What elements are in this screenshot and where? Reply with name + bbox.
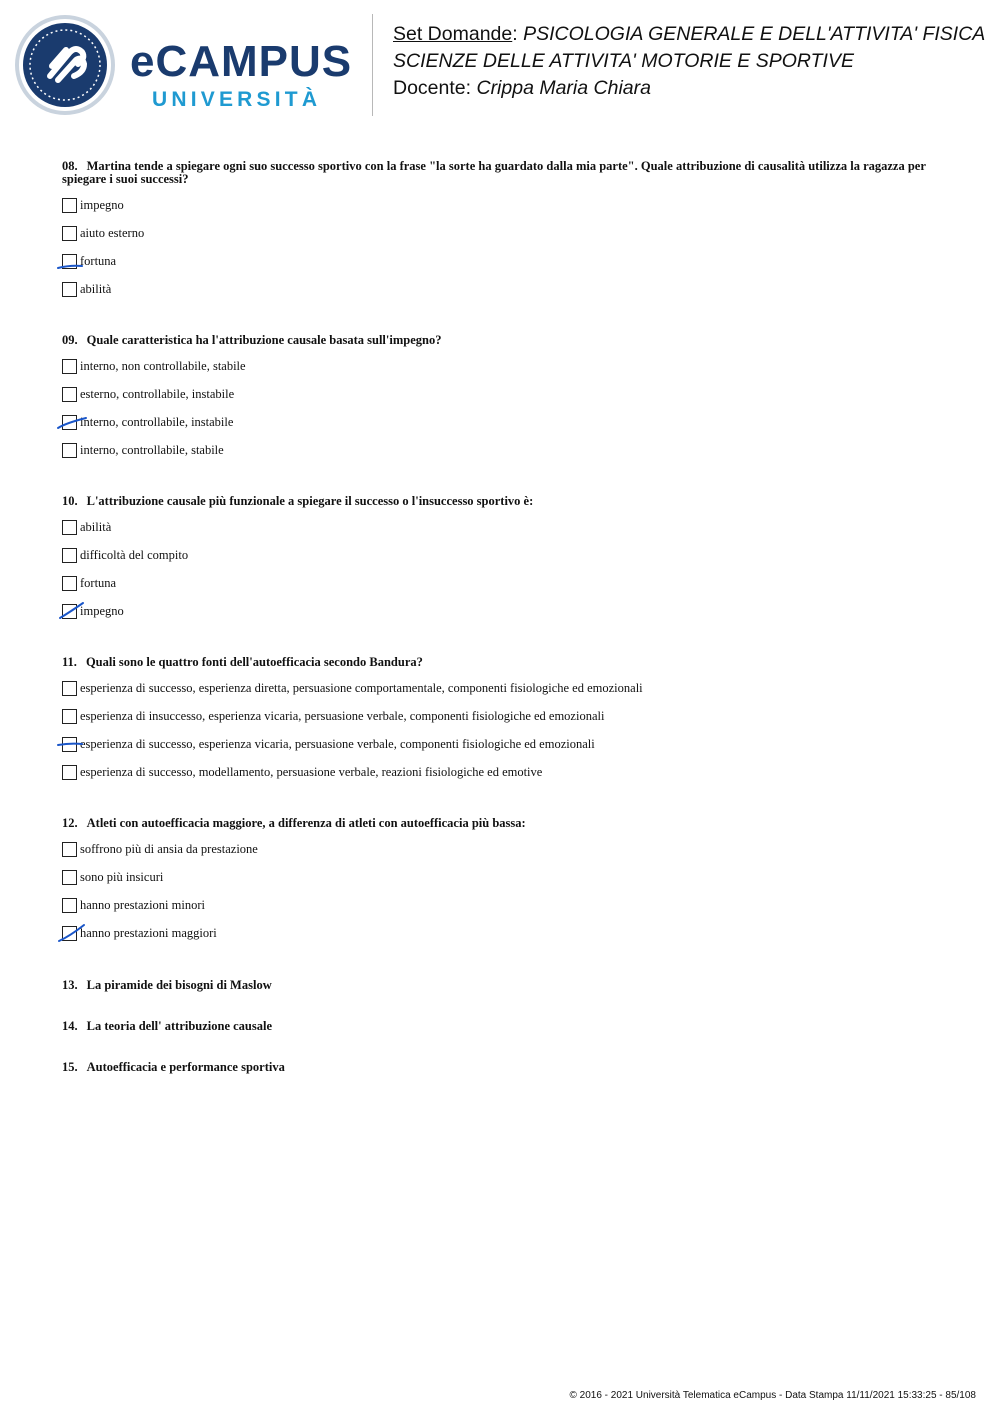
answer-checkbox[interactable] bbox=[62, 443, 77, 458]
answer-label: abilità bbox=[80, 282, 112, 296]
question-text: 11. Quali sono le quattro fonti dell'autoefficacia secondo Bandura? bbox=[62, 655, 423, 669]
question-text: 08. Martina tende a spiegare ogni suo successo sportivo con la frase "la sorte ha guardato dalla mia parte". Quale attribuzione di causalità utilizza la ragazza per spiegare i suoi successi? bbox=[62, 159, 926, 186]
answer-label: fortuna bbox=[80, 576, 117, 590]
answer-checkbox[interactable] bbox=[62, 548, 77, 563]
question-08 bbox=[62, 160, 942, 310]
answer-checkbox[interactable] bbox=[62, 226, 77, 241]
question-12 bbox=[62, 817, 942, 954]
answer-option[interactable] bbox=[62, 604, 942, 632]
header-line-teacher: Docente: Crippa Maria Chiara bbox=[393, 77, 651, 99]
pen-check-mark bbox=[56, 598, 92, 626]
teacher-name: Crippa Maria Chiara bbox=[476, 77, 651, 99]
answer-label: fortuna bbox=[80, 254, 117, 268]
open-question-15: 15. Autoefficacia e performance sportiva bbox=[62, 1060, 285, 1074]
pen-check-mark bbox=[56, 920, 92, 948]
course-subtitle: SCIENZE DELLE ATTIVITA' MOTORIE E SPORTIVE bbox=[393, 50, 854, 72]
answer-option[interactable] bbox=[62, 254, 942, 282]
answer-label: interno, non controllabile, stabile bbox=[80, 359, 246, 373]
answer-option[interactable] bbox=[62, 681, 942, 709]
answer-option[interactable] bbox=[62, 737, 942, 765]
answer-label: abilità bbox=[80, 520, 112, 534]
question-10 bbox=[62, 495, 942, 632]
question-text: 10. L'attribuzione causale più funzionale a spiegare il successo o l'insuccesso sportivo è: bbox=[62, 494, 534, 508]
answer-option[interactable] bbox=[62, 576, 942, 604]
answer-option[interactable] bbox=[62, 520, 942, 548]
answer-label: interno, controllabile, instabile bbox=[80, 415, 234, 429]
answer-label: aiuto esterno bbox=[80, 226, 145, 240]
question-09 bbox=[62, 334, 942, 471]
answer-option[interactable] bbox=[62, 443, 942, 471]
answer-label: impegno bbox=[80, 604, 124, 618]
answer-checkbox[interactable] bbox=[62, 681, 77, 696]
answer-label: hanno prestazioni minori bbox=[80, 898, 205, 912]
question-11 bbox=[62, 656, 942, 793]
answer-option[interactable] bbox=[62, 709, 942, 737]
document-header bbox=[393, 21, 993, 102]
answer-option[interactable] bbox=[62, 387, 942, 415]
question-list bbox=[62, 160, 942, 1101]
answer-option[interactable] bbox=[62, 359, 942, 387]
answer-option[interactable] bbox=[62, 765, 942, 793]
header-divider bbox=[372, 14, 373, 116]
answer-label: difficoltà del compito bbox=[80, 548, 189, 562]
pen-underline-mark bbox=[56, 248, 92, 276]
answer-label: esperienza di insuccesso, esperienza vicaria, persuasione verbale, componenti fisiologiche ed emozionali bbox=[80, 709, 605, 723]
answer-option[interactable] bbox=[62, 226, 942, 254]
answer-checkbox[interactable] bbox=[62, 898, 77, 913]
answer-option[interactable] bbox=[62, 548, 942, 576]
answer-label: esperienza di successo, modellamento, persuasione verbale, reazioni fisiologiche ed emotive bbox=[80, 765, 543, 779]
ecampus-wordmark-logo bbox=[130, 37, 353, 112]
logo-sub-text: UNIVERSITÀ bbox=[152, 88, 322, 111]
answer-label: hanno prestazioni maggiori bbox=[80, 926, 217, 940]
answer-checkbox[interactable] bbox=[62, 387, 77, 402]
answer-label: impegno bbox=[80, 198, 124, 212]
answer-option[interactable] bbox=[62, 898, 942, 926]
question-text: 12. Atleti con autoefficacia maggiore, a differenza di atleti con autoefficacia più bassa: bbox=[62, 816, 526, 830]
answer-option[interactable] bbox=[62, 415, 942, 443]
header-line-course: Set Domande: PSICOLOGIA GENERALE E DELL'ATTIVITA' FISICA bbox=[393, 23, 986, 45]
answer-option[interactable] bbox=[62, 842, 942, 870]
answer-label: interno, controllabile, stabile bbox=[80, 443, 224, 457]
answer-option[interactable] bbox=[62, 282, 942, 310]
answer-checkbox[interactable] bbox=[62, 870, 77, 885]
answer-checkbox[interactable] bbox=[62, 842, 77, 857]
answer-label: esperienza di successo, esperienza diretta, persuasione comportamentale, componenti fisiologiche ed emozionali bbox=[80, 681, 643, 695]
ecampus-emblem-logo bbox=[14, 14, 116, 116]
answer-option[interactable] bbox=[62, 198, 942, 226]
question-text: 09. Quale caratteristica ha l'attribuzione causale basata sull'impegno? bbox=[62, 333, 442, 347]
page-footer: © 2016 - 2021 Università Telematica eCampus - Data Stampa 11/11/2021 15:33:25 - 85/108 bbox=[569, 1390, 976, 1401]
answer-checkbox[interactable] bbox=[62, 576, 77, 591]
set-label: Set Domande bbox=[393, 23, 513, 45]
open-question-13: 13. La piramide dei bisogni di Maslow bbox=[62, 978, 272, 992]
answer-checkbox[interactable] bbox=[62, 709, 77, 724]
pen-check-mark bbox=[56, 409, 92, 437]
answer-label: esterno, controllabile, instabile bbox=[80, 387, 235, 401]
answer-label: esperienza di successo, esperienza vicaria, persuasione verbale, componenti fisiologiche ed emozionali bbox=[80, 737, 595, 751]
answer-option[interactable] bbox=[62, 926, 942, 954]
answer-checkbox[interactable] bbox=[62, 198, 77, 213]
logo-main-text: eCAMPUS bbox=[130, 37, 353, 86]
answer-checkbox[interactable] bbox=[62, 520, 77, 535]
open-question-14: 14. La teoria dell' attribuzione causale bbox=[62, 1019, 273, 1033]
teacher-label: Docente bbox=[393, 77, 466, 99]
answer-label: soffrono più di ansia da prestazione bbox=[80, 842, 258, 856]
answer-checkbox[interactable] bbox=[62, 282, 77, 297]
answer-checkbox[interactable] bbox=[62, 765, 77, 780]
answer-label: sono più insicuri bbox=[80, 870, 164, 884]
answer-option[interactable] bbox=[62, 870, 942, 898]
course-title: PSICOLOGIA GENERALE E DELL'ATTIVITA' FISICA bbox=[523, 23, 986, 45]
pen-check-mark bbox=[56, 731, 92, 759]
answer-checkbox[interactable] bbox=[62, 359, 77, 374]
